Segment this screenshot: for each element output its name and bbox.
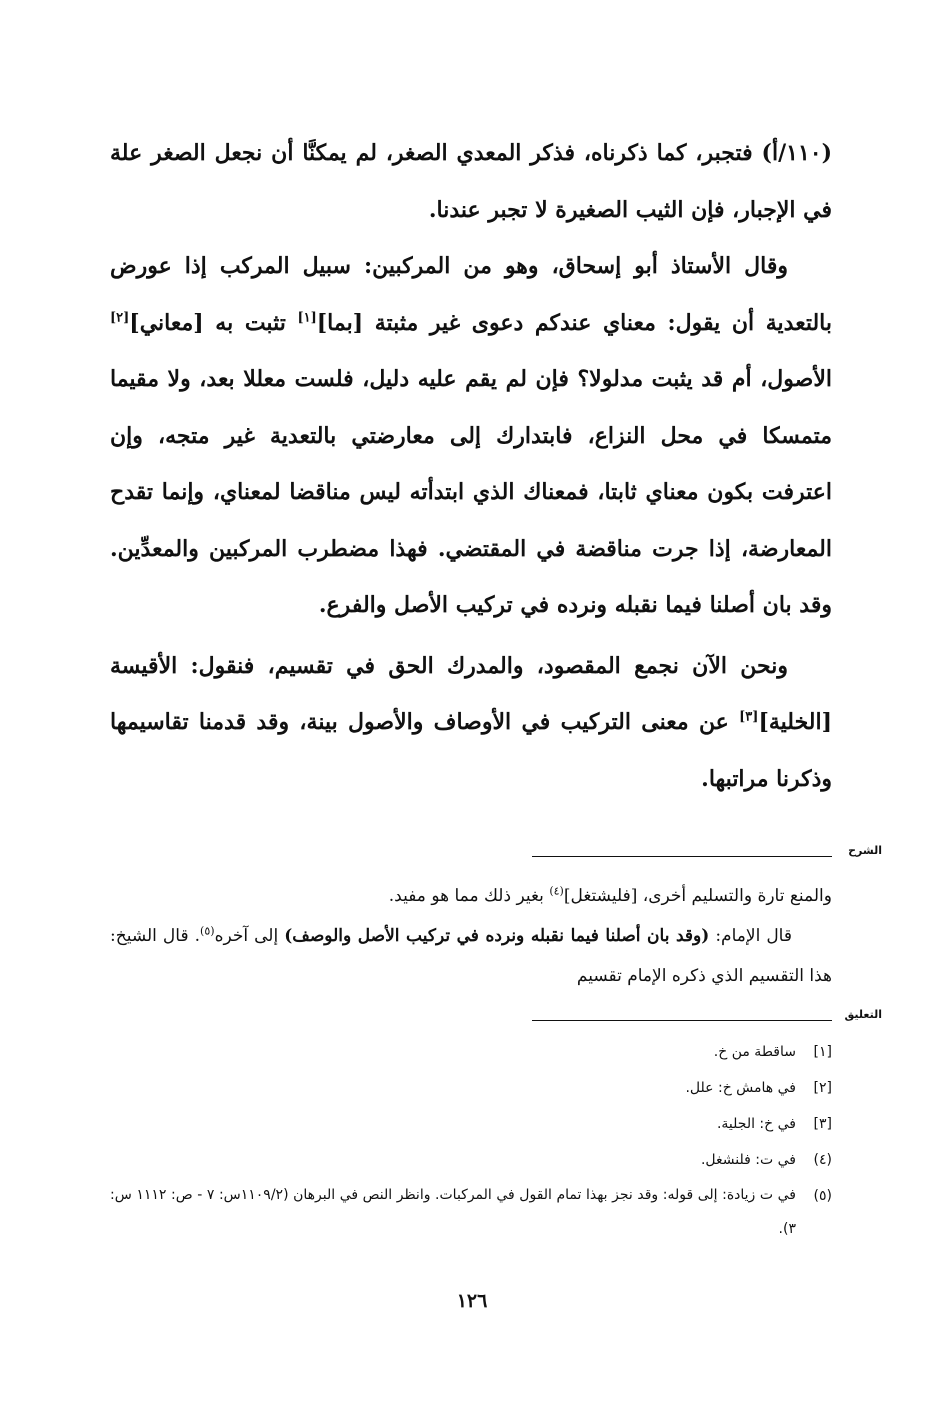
page-number: ١٢٦ [456,1290,488,1312]
main-paragraph-2 [110,238,832,634]
main-text-run: وقال الأستاذ أبو إسحاق، وهو من المركبين: سبيل المركب إذا عورض بالتعدية أن يقول: معناي عندكم دعوى غير مثبتة [بما] [110,253,832,336]
commentary-label: الشرح [848,844,882,857]
footnote-text: في ت زيادة: إلى قوله: وقد نجز بهذا تمام القول في المركبات. وانظر النص في البرهان (١١٠٩/٢س: ٧ - ص: ١١١٢ س: ٣). [110,1187,796,1237]
notes-separator [110,1008,882,1030]
footnote-item [110,1034,832,1070]
main-text-run: ونحن الآن نجمع المقصود، والمدرك الحق في تقسيم، فنقول: الأقيسة [الخلية] [110,652,832,735]
footnote-item [110,1070,832,1106]
footnote-text: في هامش خ: علل. [685,1080,796,1096]
main-paragraph-1 [110,125,832,238]
footnote-text: في خ: الجلية. [716,1116,796,1132]
footnote-number: (٥) [813,1188,832,1204]
footnote-text: ساقطة من خ. [713,1044,796,1060]
notes-label: التعليق [844,1008,882,1021]
footnote-ref[interactable]: [٣] [739,709,759,725]
commentary-text-run: قال الإمام: [709,926,792,946]
main-text [110,125,832,807]
commentary-text-run: إلى آخره [214,926,285,946]
footnote-item [110,1178,832,1246]
main-text-run: الأصول، أم قد يثبت مدلولا؟ فإن لم يقم عليه دليل، فلست معللا بعد، ولا مقيما متمسكا في محل النزاع، فابتدارك إلى معارضتي بالتعدية غير متجه، وإن اعترفت بكون معناي ثابتا، فمعناك الذي ابتدأته ليس مناقضا لمعناي، وإنما تقدح المعارضة، إذا جرت مناقضة في المقتضي. فهذا مضطرب المركبين والمعدِّين. وقد بان أصلنا فيما نقبله ونرده في تركيب الأصل والفرع. [110,366,832,618]
footnote-text: في ت: فلنشغل. [700,1152,796,1168]
footnote-item [110,1106,832,1142]
main-line: (١١٠/أ) فتجبر، كما ذكرناه، فذكر المعدي الصغر، لم يمكنَّا أن [271,140,832,166]
footnote-ref[interactable]: [٢] [110,310,130,326]
commentary-text-run: بغير ذلك مما هو مفيد. [388,886,550,906]
footnotes [110,1034,832,1246]
footnote-number: [١] [813,1044,832,1060]
footnote-number: (٤) [813,1152,832,1168]
footnote-number: [٢] [813,1080,832,1096]
footnote-item [110,1142,832,1178]
commentary-text-run: . قال الشيخ: هذا التقسيم الذي ذكره الإمام تقسيم [110,926,832,986]
separator-line [532,1020,832,1021]
commentary-text [110,876,832,996]
commentary-line-1 [110,876,832,916]
main-text-run: تثبت به [معاني] [129,309,298,336]
footnote-number: [٣] [813,1116,832,1132]
quoted-text: (وقد بان أصلنا فيما نقبله ونرده في تركيب الأصل والوصف) [284,926,710,946]
main-line: نجعل الصغر علة في الإجبار، فإن الثيب الصغيرة لا تجبر عندنا. [110,140,832,223]
main-paragraph-3 [110,638,832,808]
commentary-separator [110,844,882,866]
commentary-paragraph-2 [110,916,832,996]
footnote-ref[interactable]: (٥) [200,924,215,938]
footnote-ref[interactable]: [١] [297,310,317,326]
separator-line [532,856,832,857]
commentary-text-run: والمنع تارة والتسليم أخرى، [فليشتغل] [563,886,832,906]
main-text-run: عن معنى التركيب في الأوصاف والأصول بينة، وقد قدمنا تقاسيمها وذكرنا مراتبها. [110,709,832,792]
footnote-ref[interactable]: (٤) [549,884,564,898]
